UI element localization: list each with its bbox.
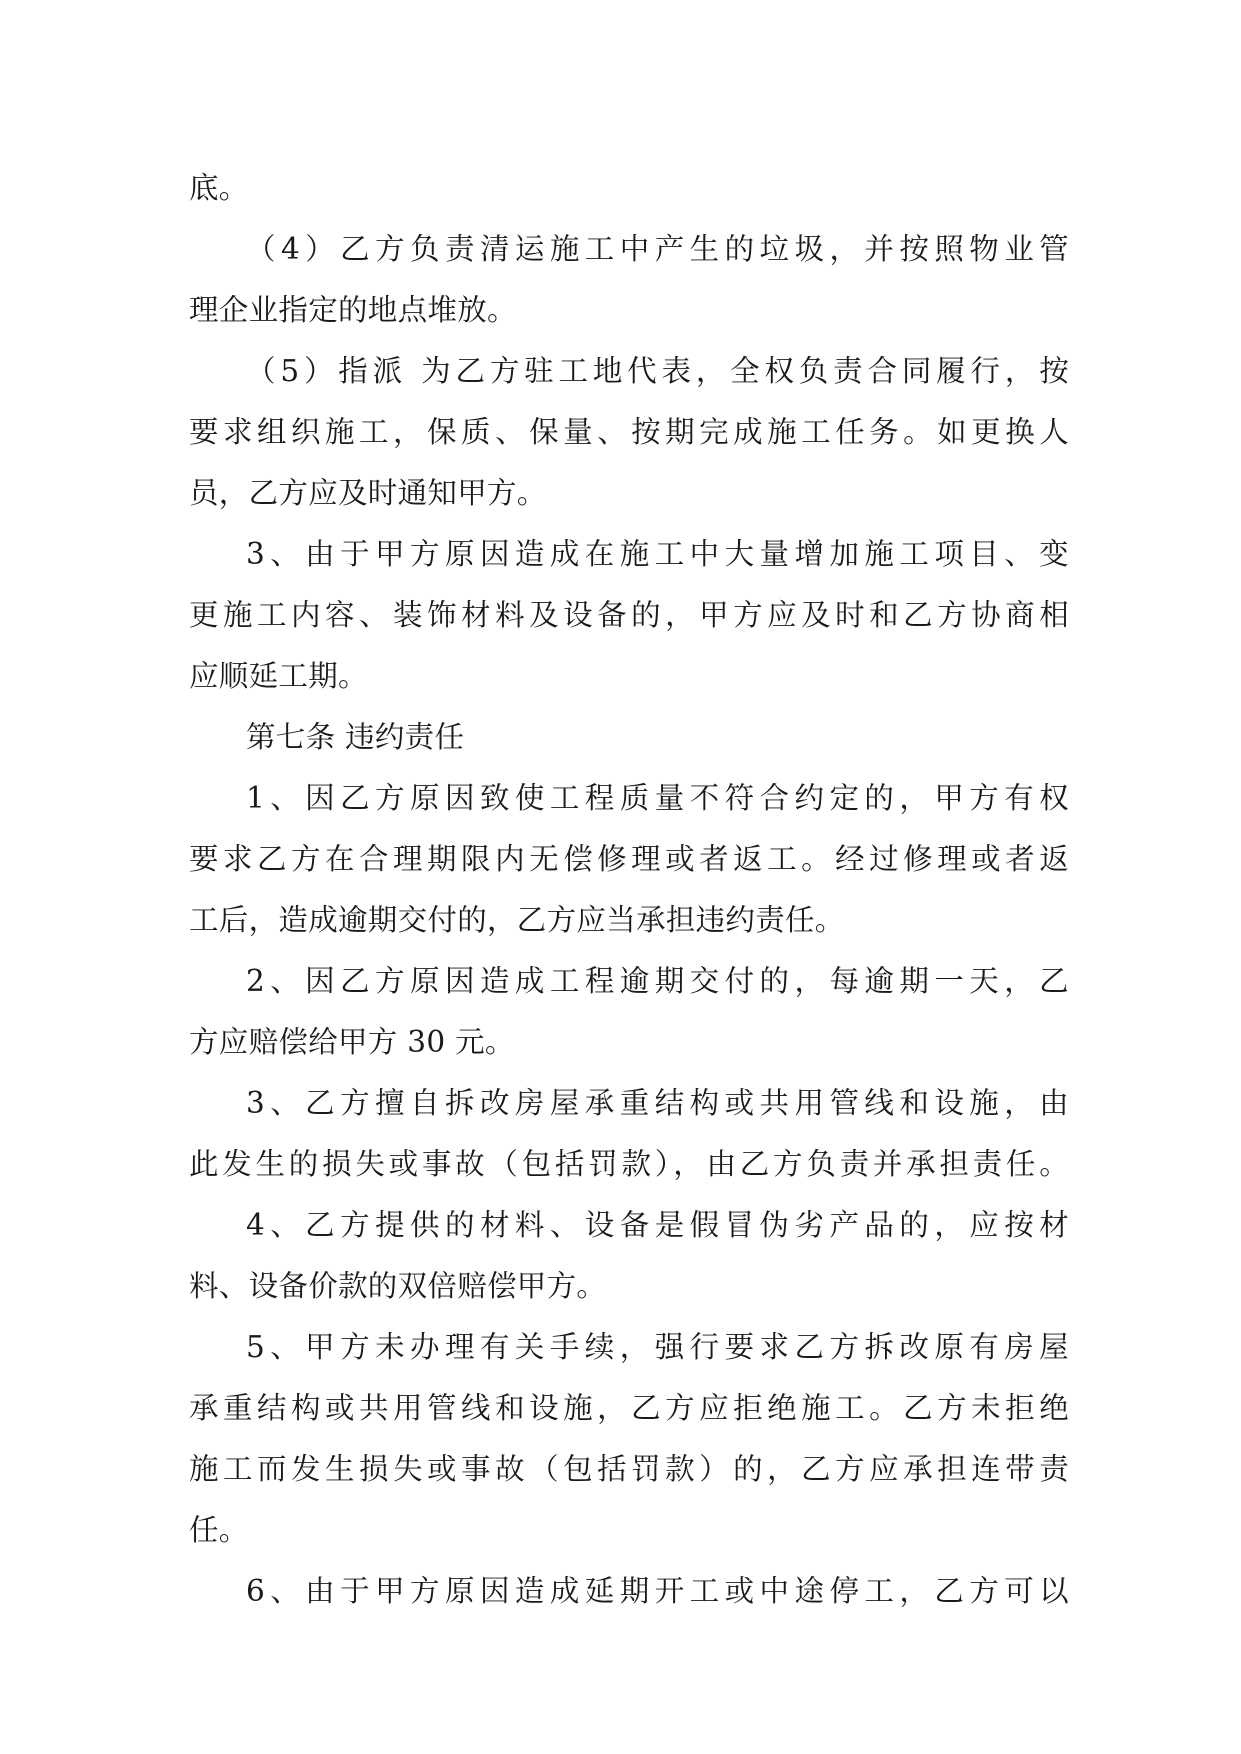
text-line-22: 施工而发生损失或事故（包括罚款）的，乙方应承担连带责 bbox=[189, 1452, 1069, 1486]
text-line-17: 此发生的损失或事故（包括罚款），由乙方负责并承担责任。 bbox=[189, 1147, 1069, 1181]
text-line-1: 底。 bbox=[189, 171, 249, 205]
text-line-12: 要求乙方在合理期限内无偿修理或者返工。经过修理或者返 bbox=[189, 842, 1069, 876]
text-line-5: 要求组织施工，保质、保量、按期完成施工任务。如更换人 bbox=[189, 415, 1069, 449]
text-line-16: 3、乙方擅自拆改房屋承重结构或共用管线和设施，由 bbox=[246, 1086, 1069, 1120]
text-line-6: 员，乙方应及时通知甲方。 bbox=[189, 476, 547, 510]
text-line-14: 2、因乙方原因造成工程逾期交付的，每逾期一天，乙 bbox=[246, 964, 1069, 998]
section-heading: 第七条 违约责任 bbox=[246, 720, 465, 754]
document-body bbox=[189, 158, 1069, 1622]
text-line-24: 6、由于甲方原因造成延期开工或中途停工，乙方可以 bbox=[246, 1574, 1069, 1608]
text-line-9: 应顺延工期。 bbox=[189, 659, 368, 693]
text-line-15: 方应赔偿给甲方 30 元。 bbox=[189, 1025, 515, 1059]
text-line-20: 5、甲方未办理有关手续，强行要求乙方拆改原有房屋 bbox=[246, 1330, 1069, 1364]
text-line-3: 理企业指定的地点堆放。 bbox=[189, 293, 517, 327]
text-line-8: 更施工内容、装饰材料及设备的，甲方应及时和乙方协商相 bbox=[189, 598, 1069, 632]
text-line-11: 1、因乙方原因致使工程质量不符合约定的，甲方有权 bbox=[246, 781, 1069, 815]
text-line-13: 工后，造成逾期交付的，乙方应当承担违约责任。 bbox=[189, 903, 845, 937]
text-line-23: 任。 bbox=[189, 1513, 249, 1547]
text-line-7: 3、由于甲方原因造成在施工中大量增加施工项目、变 bbox=[246, 537, 1069, 571]
text-line-18: 4、乙方提供的材料、设备是假冒伪劣产品的，应按材 bbox=[246, 1208, 1069, 1242]
text-line-21: 承重结构或共用管线和设施，乙方应拒绝施工。乙方未拒绝 bbox=[189, 1391, 1069, 1425]
text-line-2: （4）乙方负责清运施工中产生的垃圾，并按照物业管 bbox=[246, 232, 1069, 266]
text-line-4: （5）指派 为乙方驻工地代表，全权负责合同履行，按 bbox=[246, 354, 1069, 388]
text-line-19: 料、设备价款的双倍赔偿甲方。 bbox=[189, 1269, 607, 1303]
